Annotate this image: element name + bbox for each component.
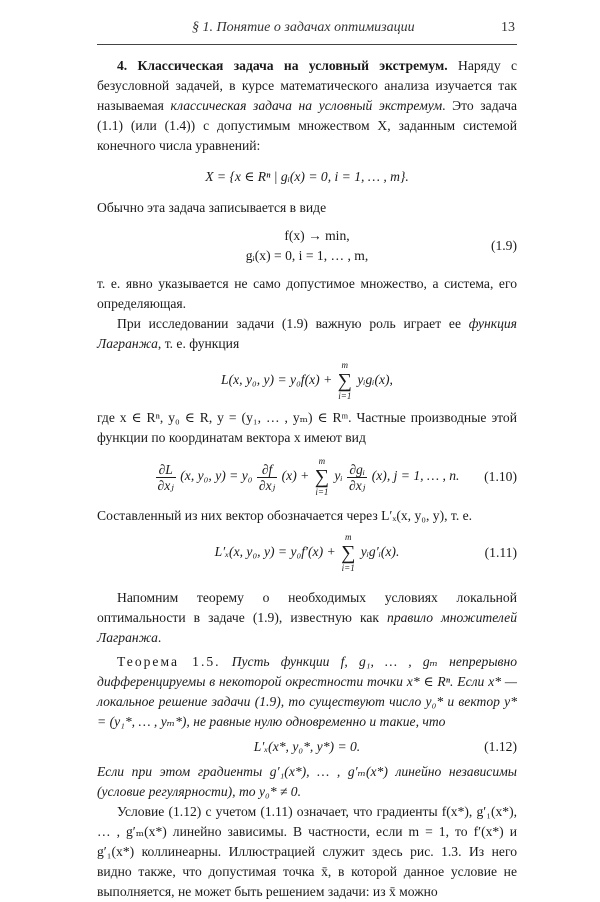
eq110-mid-2: (x) + xyxy=(281,468,310,484)
intro-text-1: Наряду с безусловной задачей, в курсе математического анализа изучается так называемая xyxy=(97,58,517,113)
eq110-yi: yᵢ xyxy=(334,468,343,484)
eq110-end: (x), j = 1, … , n. xyxy=(371,468,460,484)
formula-set-x-text: X = {x ∈ Rⁿ | gᵢ(x) = 0, i = 1, … , m}. xyxy=(205,169,409,184)
lagrange-right: yᵢgᵢ(x), xyxy=(357,372,393,388)
formula-1-9 xyxy=(97,226,517,266)
formula-1-9-line-2: gᵢ(x) = 0, i = 1, … , m, xyxy=(245,248,369,263)
paragraph-recall-theorem xyxy=(97,588,517,648)
equation-number-1-10: (1.10) xyxy=(484,469,517,484)
equation-number-1-9: (1.9) xyxy=(490,238,517,253)
intro-text-2: . Это задача (1.1) (или (1.4)) с допустимым множеством X, заданным системой конечного числа уравнений: xyxy=(97,98,517,153)
section-title: 4. Классическая задача на условный экстремум. xyxy=(117,58,448,73)
sum-upper-limit: m xyxy=(341,360,349,370)
eq111-right: yᵢg′ᵢ(x). xyxy=(360,544,400,560)
lagrange-intro-text-1: При исследовании задачи (1.9) важную роль играет ее xyxy=(117,316,469,331)
running-head: § 1. Понятие о задачах оптимизации xyxy=(192,20,415,35)
section-intro-paragraph xyxy=(97,56,517,156)
paragraph-composed-vector: Составленный из них вектор обозначается через L′ₓ(x, y₀, y), т. е. xyxy=(97,508,473,523)
formula-1-9-line-1: f(x) → min, xyxy=(284,228,350,243)
paragraph-condition-meaning: Условие (1.12) с учетом (1.11) означает, что градиенты f(x*), g′₁(x*), … , g′ₘ(x*) линейно зависимы. В частности, если m = 1, то f′(x*) и g′₁(x*) коллинеарны. Иллюстрацией служит здесь рис. 1.3. Из него видно также, что допустимая точка x̄, в которой данное условие не выполняется, не может быть решением задачи: из x̄ можно xyxy=(97,804,517,899)
equation-number-1-12: (1.12) xyxy=(484,739,517,754)
paragraph-where: где x ∈ Rⁿ, y₀ ∈ R, y = (y₁, … , yₘ) ∈ Rᵐ. Частные производные этой функции по координатам вектора x имеют вид xyxy=(97,410,517,445)
theorem-label: Теорема 1.5. xyxy=(117,654,221,669)
intro-term: классическая задача на условный экстремум xyxy=(170,98,443,113)
sigma-glyph: ∑ xyxy=(337,370,352,392)
paragraph-usual-form: Обычно эта задача записывается в виде xyxy=(97,200,327,215)
recall-text-2: . xyxy=(157,630,162,645)
paragraph-explicit-system: т. е. явно указывается не само допустимое множество, а система, его определяющая. xyxy=(97,276,517,311)
formula-1-10 xyxy=(97,456,517,498)
theorem-text: Пусть функции f, g₁, … , gₘ непрерывно дифференцируемы в некоторой окрестности точки x* ∈ Rⁿ. Если x* — локальное решение задачи (1.9), то существуют число y₀* и вектор y* = (y₁*, … , yₘ*), не равные нулю одновременно и такие, что xyxy=(97,654,517,729)
sum-symbol xyxy=(338,360,352,402)
formula-set-x xyxy=(97,166,517,188)
sum-symbol: m ∑ i=1 xyxy=(341,532,356,573)
formula-1-12 xyxy=(97,736,517,758)
formula-1-11 xyxy=(97,532,517,574)
eq110-mid-1: (x, y₀, y) = y₀ xyxy=(180,468,253,484)
fraction-dL-dxj: $\frac{\partial L}{\text{∂xⱼ}}$ xyxy=(157,461,174,493)
lagrange-intro-text-2: , т. е. функция xyxy=(157,336,240,351)
recall-term: правило множителей Лагранжа xyxy=(97,610,517,645)
theorem-paragraph xyxy=(97,652,517,732)
eq112-text: L′ₓ(x*, y₀*, y*) = 0. xyxy=(253,739,361,754)
sum-lower-limit: i=1 xyxy=(338,391,352,401)
paragraph-lagrange-intro xyxy=(97,314,517,354)
lagrange-left: L(x, y₀, y) = y₀f(x) + xyxy=(221,372,333,388)
page-body xyxy=(97,56,517,902)
recall-text-1: Напомним теорему о необходимых условиях локальной оптимальности в задаче (1.9), известную как xyxy=(97,590,517,625)
page-header xyxy=(97,18,517,45)
fraction-dgi-dxj: $\frac{\text{∂gᵢ}}{\text{∂xⱼ}}$ xyxy=(349,461,366,493)
eq111-left: L′ₓ(x, y₀, y) = y₀f′(x) + xyxy=(214,544,336,560)
equation-number-1-11: (1.11) xyxy=(484,545,517,560)
sum-symbol: m ∑ i=1 xyxy=(314,456,329,497)
theorem-continuation: Если при этом градиенты g′₁(x*), … , g′ₘ(x*) линейно независимы (условие регулярности), то y₀* ≠ 0. xyxy=(97,764,517,799)
page-number: 13 xyxy=(501,20,515,35)
formula-lagrange xyxy=(97,360,517,402)
fraction-df-dxj: $\frac{\partial f}{\text{∂xⱼ}}$ xyxy=(258,461,276,493)
lagrange-intro-term: функция Лагранжа xyxy=(97,316,517,351)
